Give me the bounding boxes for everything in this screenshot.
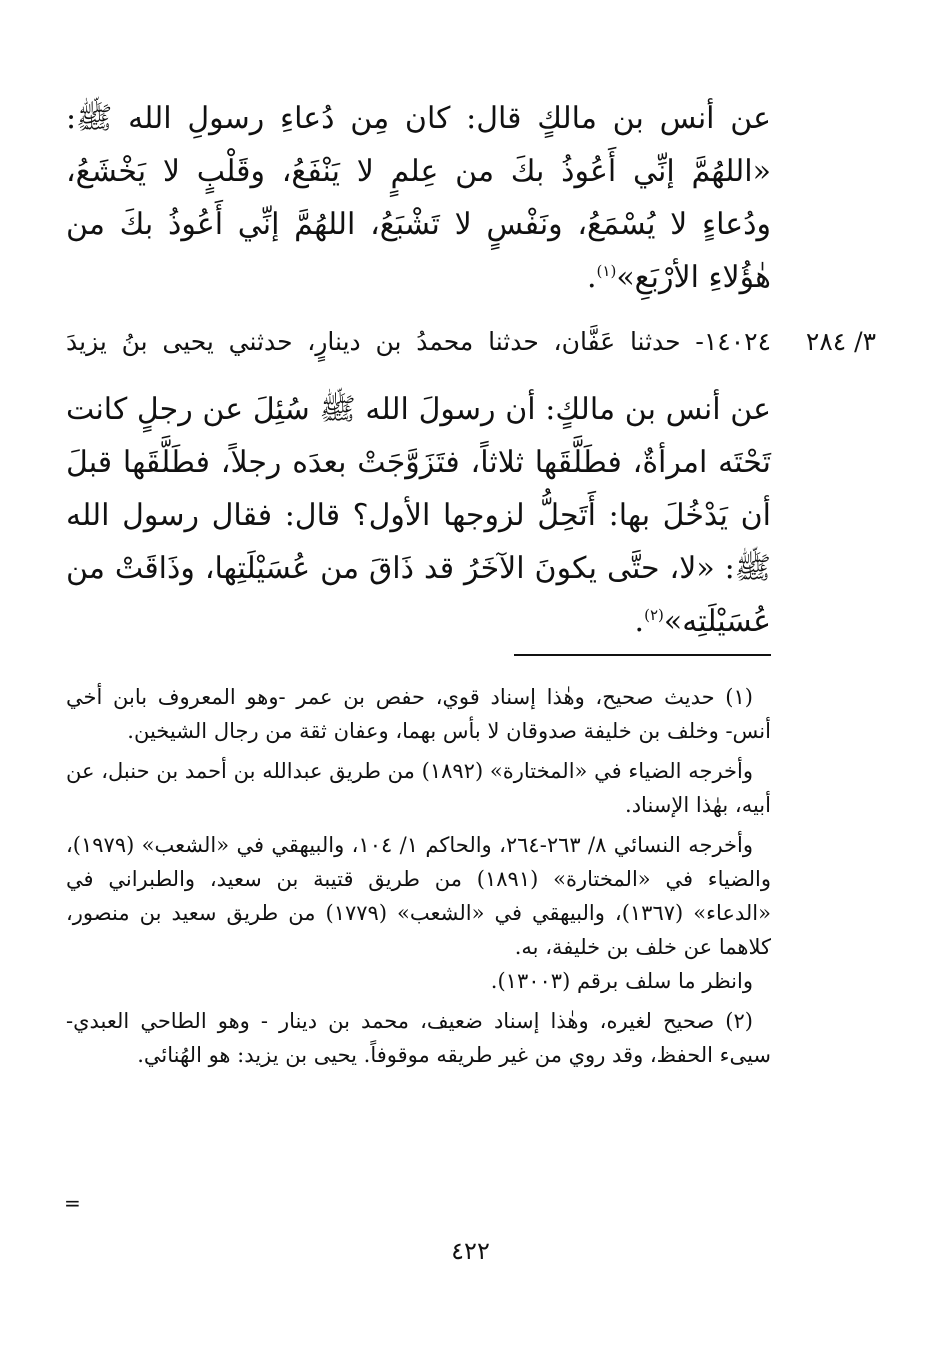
hadith-paragraph-2 (66, 383, 771, 648)
page-number: ٤٢٢ (451, 1237, 490, 1265)
footnote-1: (١) حديث صحيح، وهٰذا إسناد قوي، حفص بن عمر -وهو المعروف بابن أخي أنس- وخلف بن خليفة صدوقان لا بأس بهما، وعفان ثقة من رجال الشيخين. (66, 685, 771, 743)
hadith-paragraph-1 (66, 92, 771, 304)
hadith-2-end: . (634, 604, 645, 639)
footnotes-section (66, 680, 771, 1078)
margin-reference: ٣/ ٢٨٤ (805, 327, 876, 356)
hadith-2-isnad-line: ١٤٠٢٤- حدثنا عَفَّان، حدثنا محمدُ بن دينارٍ، حدثني يحيى بنُ يزيدَ (66, 327, 771, 356)
hadith-1-end: . (586, 260, 597, 295)
hadith-2-text: عن أنس بن مالكٍ: أن رسولَ الله ﷺ سُئِلَ عن رجلٍ كانت تَحْتَه امرأةٌ، فطَلَّقَها ثلاثاً، فتَزَوَّجَتْ بعدَه رجلاً، فطَلَّقَها قبلَ أن يَدْخُلَ بها: أَتَحِلُّ لزوجها الأول؟ قال: فقال رسول الله ﷺ: «لا، حتَّى يكونَ الآخَرُ قد ذَاقَ من عُسَيْلَتِها، وذَاقَتْ من عُسَيْلَتِه» (66, 392, 771, 639)
hadith-1-text: عن أنس بن مالكٍ قال: كان مِن دُعاءِ رسولِ الله ﷺ: «اللهُمَّ إنِّي أَعُوذُ بكَ من عِلمٍ لا يَنْفَعُ، وقَلْبٍ لا يَخْشَعُ، ودُعاءٍ لا يُسْمَعُ، ونَفْسٍ لا تَشْبَعُ، اللهُمَّ إنِّي أَعُوذُ بكَ من هٰؤُلاءِ الأرْبَعِ» (66, 101, 771, 295)
footnote-1-continuation: وانظر ما سلف برقم (١٣٠٠٣). (490, 969, 753, 993)
footnote-1-continuation: وأخرجه الضياء في «المختارة» (١٨٩٢) من طريق عبدالله بن أحمد بن حنبل، عن أبيه، بهٰذا الإسناد. (66, 759, 771, 817)
footnote-1-continuation: وأخرجه النسائي ٨/ ٢٦٣-٢٦٤، والحاكم ١/ ١٠٤، والبيهقي في «الشعب» (١٩٧٩)، والضياء في «المختارة» (١٨٩١) من طريق قتيبة بن سعيد، والطبراني في «الدعاء» (١٣٦٧)، والبيهقي في «الشعب» (١٧٧٩) من طريق سعيد بن منصور، كلاهما عن خلف بن خليفة، به. (66, 833, 771, 959)
footnote-divider (514, 654, 771, 656)
continued-mark: = (64, 1191, 81, 1215)
footnote-2: (٢) صحيح لغيره، وهٰذا إسناد ضعيف، محمد بن دينار - وهو الطاحي العبدي- سيىء الحفظ، وقد روي من غير طريقه موقوفاً. يحيى بن يزيد: هو الهُنائي. (66, 1009, 771, 1067)
footnote-ref-2: (٢) (644, 606, 664, 624)
footnote-ref-1: (١) (596, 262, 617, 280)
